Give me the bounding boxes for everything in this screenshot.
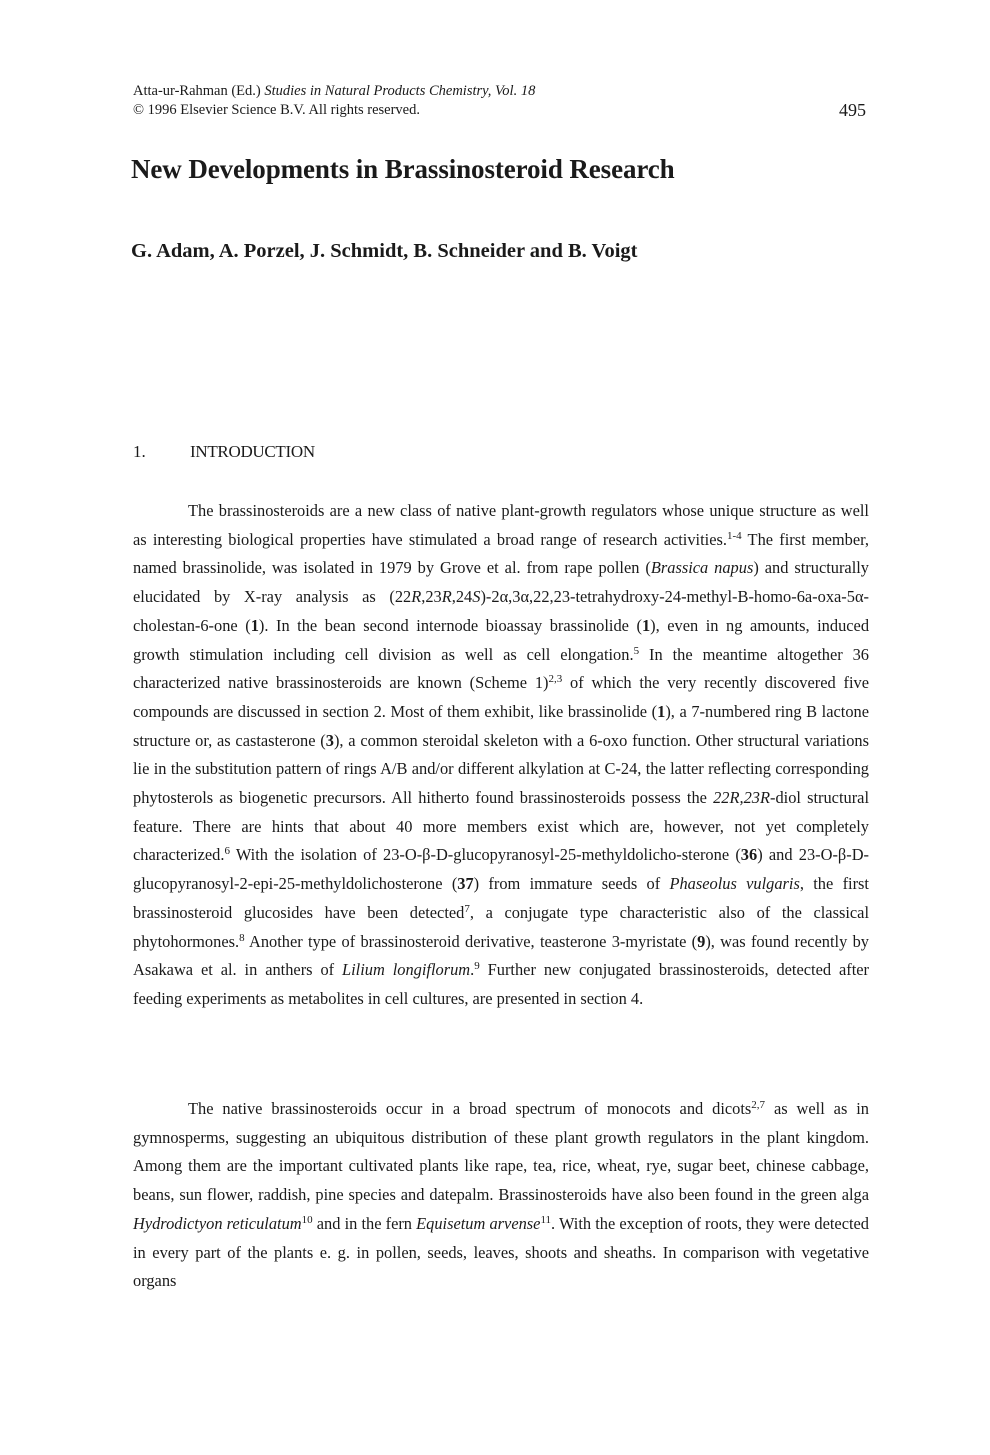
compound-number: 3 — [325, 730, 334, 750]
text-run: In the meantime altogether 36 characterized native brassinosteroids are known (Scheme 1) — [133, 644, 870, 693]
section-number: 1. — [133, 442, 146, 461]
citation-ref: 2,3 — [548, 673, 563, 686]
text-run: Further new conjugated brassinosteroids, detected after feeding experiments as metabolites in cell cultures, are presented in section 4. — [133, 960, 869, 1008]
text-run: The brassinosteroids are a new class of native plant-growth regulators whose unique structure as well as interesting biological properties have stimulated a broad range of research activities. — [133, 501, 869, 549]
copyright-line: © 1996 Elsevier Science B.V. All rights reserved. — [133, 102, 420, 118]
citation-ref: 5 — [633, 644, 640, 657]
text-run: ) and structurally elucidated by X-ray analysis as (22 — [133, 558, 870, 607]
text-run: ,23 — [421, 587, 442, 607]
text-run: ), a 7-numbered ring B lactone structure or, as castasterone ( — [133, 701, 870, 750]
page-number: 495 — [839, 100, 866, 120]
stereo-descriptor: 22R,23R — [713, 788, 770, 808]
species-name: Equisetum arvense — [416, 1213, 541, 1233]
text-run: The native brassinosteroids occur in a broad spectrum of monocots and dicots — [188, 1099, 752, 1118]
text-run: of which the very recently discovered five compounds are discussed in section 2. Most of them exhibit, like brassinolide ( — [133, 673, 870, 721]
text-run: ,24 — [451, 587, 473, 607]
text-run: ), even in ng amounts, induced growth stimulation including cell division as well as cell elongation. — [133, 615, 870, 664]
text-run: The first member, named brassinolide, was isolated in 1979 by Grove et al. from rape pollen ( — [133, 529, 869, 578]
citation-ref: 1-4 — [726, 529, 742, 542]
species-name: Hydrodictyon reticulatum — [133, 1213, 302, 1233]
compound-number: 9 — [697, 931, 706, 951]
text-run: ) and 23-O-β-D-glucopyranosyl-2-epi-25-methyldolichosterone ( — [133, 845, 870, 894]
compound-number: 36 — [740, 845, 758, 865]
citation-ref: 2,7 — [751, 1099, 766, 1111]
text-run: )-2α,3α,22,23-tetrahydroxy-24-methyl-B-homo-6a-oxa-5α-cholestan-6-one ( — [133, 587, 869, 635]
paper-title: New Developments in Brassinosteroid Research — [131, 154, 675, 184]
text-run: With the isolation of 23-O-β-D-glucopyranosyl-25-methyldolicho-sterone ( — [229, 845, 741, 865]
series-title: Studies in Natural Products Chemistry, Vol. 18 — [264, 83, 536, 99]
citation-ref: 11 — [540, 1213, 552, 1226]
citation-ref: 9 — [474, 960, 480, 973]
running-header-source — [133, 82, 535, 100]
species-name: Brassica napus — [650, 558, 754, 578]
text-run: . — [470, 960, 475, 980]
species-name: Lilium longiflorum — [342, 960, 471, 980]
species-name: Phaseolus vulgaris — [669, 874, 800, 894]
citation-ref: 8 — [239, 931, 245, 944]
compound-number: 1 — [657, 701, 666, 721]
compound-number: 37 — [457, 874, 474, 894]
text-run: Another type of brassinosteroid derivative, teasterone 3-myristate ( — [244, 931, 698, 951]
stereo-descriptor: R — [411, 587, 422, 607]
text-run: ). In the bean second internode bioassay brassinolide ( — [258, 615, 642, 635]
author-list: G. Adam, A. Porzel, J. Schmidt, B. Schneider and B. Voigt — [131, 240, 638, 262]
text-run: ), a common steroidal skeleton with a 6-oxo function. Other structural variations lie in the substitution pattern of rings A/B and/or different alkylation at C-24, the latter reflecting corresponding phytosterols as biogenetic precursors. All hitherto found brassinosteroids possess the — [133, 730, 869, 808]
citation-ref: 10 — [301, 1213, 313, 1226]
compound-number: 1 — [250, 615, 259, 635]
introduction-paragraph-2 — [133, 1095, 869, 1296]
text-run: , the first brassinosteroid glucosides have been detected — [133, 874, 869, 922]
text-run: ), was found recently by Asakawa et al. in anthers of — [133, 931, 869, 980]
stereo-descriptor: R — [441, 587, 452, 607]
citation-ref: 6 — [224, 845, 230, 858]
compound-number: 1 — [641, 615, 651, 635]
text-run: as well as in gymnosperms, suggesting an ubiquitous distribution of these plant growth regulators in the plant kingdom. Among them are the important cultivated plants like rape, tea, rice, wheat, rye, sugar beet, chinese cabbage, beans, sun flower, raddish, pine species and datepalm. Brassinosteroids have also been found in the green alga — [133, 1099, 869, 1205]
text-run: and in the fern — [312, 1213, 417, 1233]
citation-ref: 7 — [464, 902, 470, 915]
editor-text: Atta-ur-Rahman (Ed.) — [133, 83, 261, 99]
introduction-paragraph-1 — [133, 497, 869, 1014]
text-run: ) from immature seeds of — [473, 874, 670, 894]
section-heading: INTRODUCTION — [190, 442, 315, 461]
stereo-descriptor: S — [472, 587, 481, 607]
text-run: . With the exception of roots, they were detected in every part of the plants e. g. in pollen, seeds, leaves, shoots and sheaths. In comparison with vegetative organs — [133, 1213, 869, 1291]
text-run: -diol structural feature. There are hints that about 40 more members exist which are, however, not yet completely characterized. — [133, 788, 869, 865]
text-run: , a conjugate type characteristic also of the classical phytohormones. — [133, 902, 869, 951]
